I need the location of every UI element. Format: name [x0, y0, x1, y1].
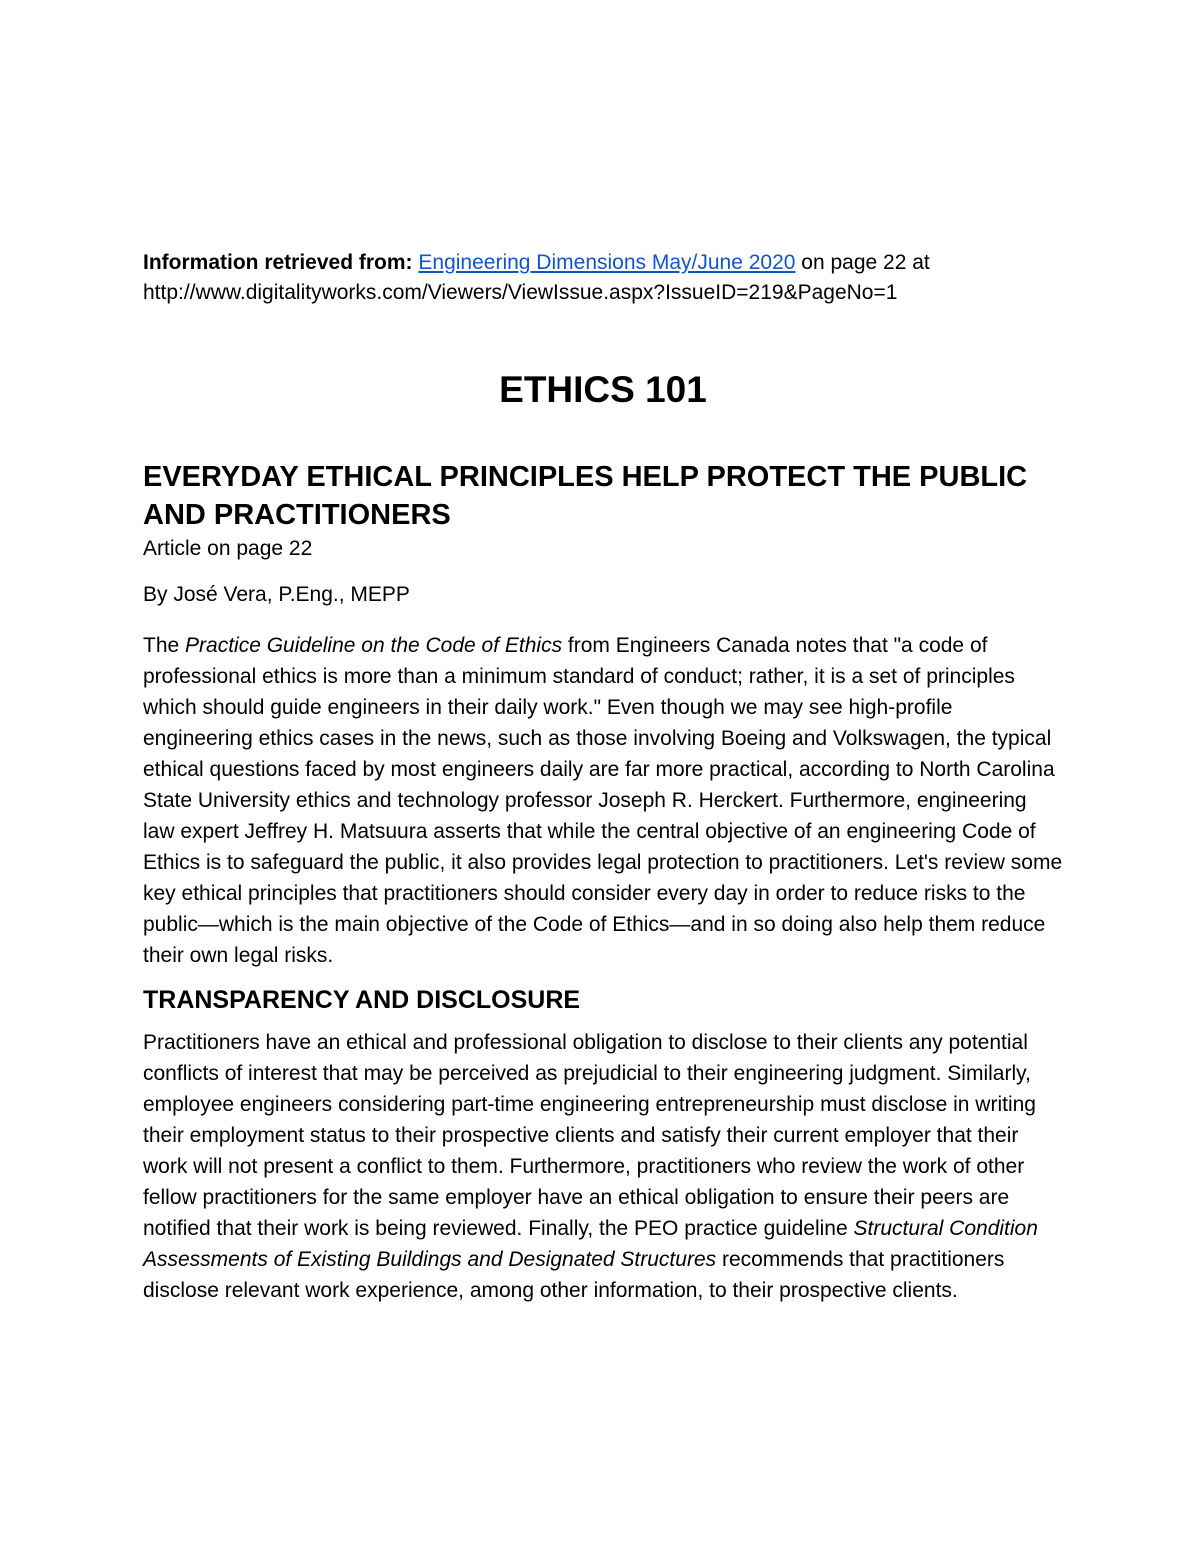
intro-paragraph — [143, 630, 1063, 971]
section-heading-transparency: TRANSPARENCY AND DISCLOSURE — [143, 986, 581, 1014]
transparency-italic-title: Structural Condition Assessments of Existing Buildings and Designated Structures — [143, 1217, 1038, 1271]
intro-italic-title: Practice Guideline on the Code of Ethics — [185, 634, 563, 657]
article-headline: EVERYDAY ETHICAL PRINCIPLES HELP PROTECT THE PUBLIC AND PRACTITIONERS — [143, 461, 1028, 531]
source-citation — [143, 248, 1063, 308]
page-title: ETHICS 101 — [499, 369, 707, 410]
transparency-pre: Practitioners have an ethical and professional obligation to disclose to their clients any potential conflicts of interest that may be perceived as prejudicial to their engineering judgment. Similarly, employee engineers considering part-time engineering entrepreneurship must disclose in writing their employment status to their prospective clients and satisfy their current employer that their work will not present a conflict to them. Furthermore, practitioners who review the work of other fellow practitioners for the same employer have an ethical obligation to ensure their peers are notified that their work is being reviewed. Finally, the PEO practice guideline — [143, 1031, 1036, 1240]
article-byline: By José Vera, P.Eng., MEPP — [143, 583, 410, 606]
source-label: Information retrieved from: — [143, 251, 413, 274]
document-page — [143, 248, 1063, 1306]
transparency-post: recommends that practitioners disclose relevant work experience, among other information, to their prospective clients. — [143, 1248, 1005, 1302]
source-url: http://www.digitalityworks.com/Viewers/ViewIssue.aspx?IssueID=219&PageNo=1 — [143, 281, 898, 304]
intro-pre: The — [143, 634, 186, 657]
transparency-paragraph — [143, 1027, 1063, 1306]
article-page-note: Article on page 22 — [143, 537, 313, 560]
source-link[interactable]: Engineering Dimensions May/June 2020 — [418, 251, 796, 274]
intro-post: from Engineers Canada notes that "a code of professional ethics is more than a minimum standard of conduct; rather, it is a set of principles which should guide engineers in their daily work." Even though we may see high-profile engineering ethics cases in the news, such as those involving Boeing and Volkswagen, the typical ethical questions faced by most engineers daily are far more practical, according to North Carolina State University ethics and technology professor Joseph R. Herckert. Furthermore, engineering law expert Jeffrey H. Matsuura asserts that while the central objective of an engineering Code of Ethics is to safeguard the public, it also provides legal protection to practitioners. Let's review some key ethical principles that practitioners should consider every day in order to reduce risks to the public—which is the main objective of the Code of Ethics—and in so doing also help them reduce their own legal risks. — [143, 634, 1063, 967]
source-after-link: on page 22 at — [795, 251, 930, 274]
